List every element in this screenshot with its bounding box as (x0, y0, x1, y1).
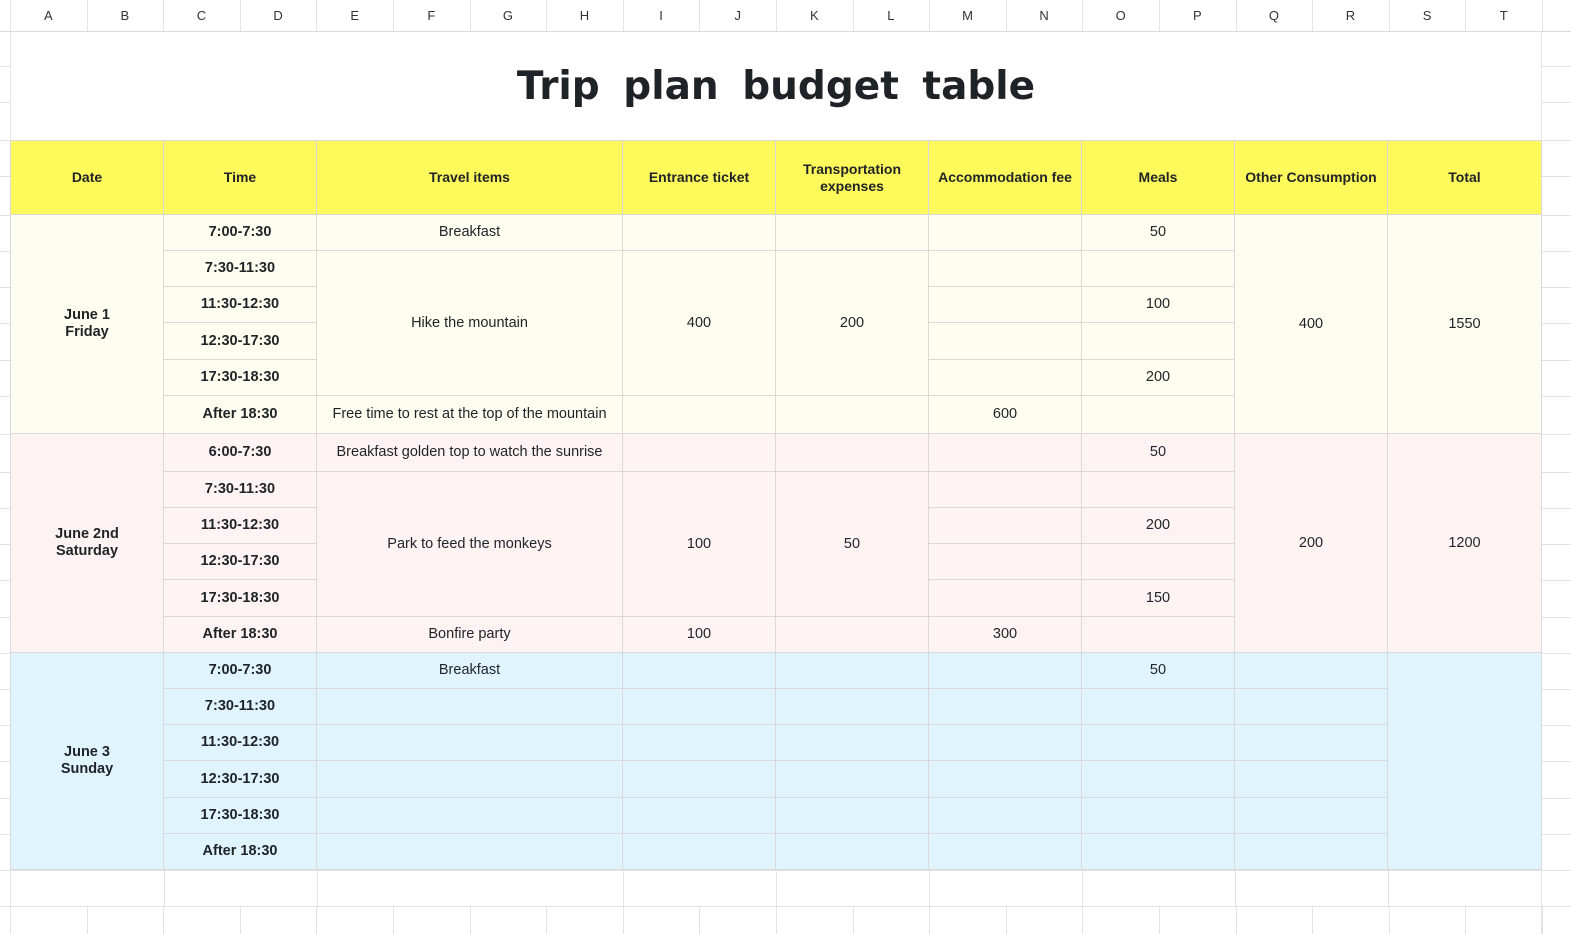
day3-accommodation-5[interactable] (929, 798, 1082, 834)
grid-line (0, 725, 10, 726)
day1-date[interactable]: June 1 Friday (10, 215, 164, 434)
grid-line (0, 287, 10, 288)
day2-travel-main[interactable]: Park to feed the monkeys (317, 472, 623, 617)
day1-accommodation-4[interactable] (929, 323, 1082, 360)
day1-meals-3[interactable]: 100 (1082, 287, 1235, 323)
grid-line (1312, 906, 1313, 934)
day1-other[interactable]: 400 (1235, 215, 1388, 434)
day1-transport-first[interactable] (776, 215, 929, 251)
day1-meals-6[interactable] (1082, 396, 1235, 434)
grid-line (1082, 906, 1083, 934)
day2-accommodation-5[interactable] (929, 580, 1082, 617)
day1-transport-main[interactable]: 200 (776, 251, 929, 396)
day2-transport-main[interactable]: 50 (776, 472, 929, 617)
grid-line (1542, 906, 1543, 934)
day3-time-5[interactable]: 17:30-18:30 (164, 798, 317, 834)
column-header-q[interactable]: Q (1268, 8, 1279, 23)
grid-line (1542, 434, 1571, 435)
day1-accommodation-6[interactable]: 600 (929, 396, 1082, 434)
day3-other-6[interactable] (1235, 834, 1388, 870)
day3-other-2[interactable] (1235, 689, 1388, 725)
grid-line (0, 798, 10, 799)
day2-time-4[interactable]: 12:30-17:30 (164, 544, 317, 580)
grid-line (1236, 0, 1237, 31)
grid-line (546, 0, 547, 31)
day2-time-1[interactable]: 6:00-7:30 (164, 434, 317, 472)
grid-line (0, 653, 10, 654)
day3-transport-6[interactable] (776, 834, 929, 870)
grid-line (1542, 508, 1571, 509)
day3-other-4[interactable] (1235, 761, 1388, 798)
grid-line (1542, 251, 1571, 252)
grid-line (393, 906, 394, 934)
grid-line (1006, 906, 1007, 934)
day3-meals-4[interactable] (1082, 761, 1235, 798)
grid-line (1006, 0, 1007, 31)
day3-meals-3[interactable] (1082, 725, 1235, 761)
grid-line (164, 870, 165, 906)
grid-line (1465, 906, 1466, 934)
day1-time-1[interactable]: 7:00-7:30 (164, 215, 317, 251)
grid-line (1389, 0, 1390, 31)
grid-line (1542, 396, 1571, 397)
grid-line (1542, 689, 1571, 690)
day1-transport-last[interactable] (776, 396, 929, 434)
grid-line (0, 689, 10, 690)
column-header-f[interactable]: F (427, 8, 436, 23)
grid-line (1542, 66, 1571, 67)
grid-line (10, 0, 11, 31)
grid-line (0, 906, 1571, 907)
grid-line (1082, 0, 1083, 31)
grid-line (1312, 0, 1313, 31)
grid-line (0, 508, 10, 509)
grid-line (1082, 870, 1083, 906)
day3-time-3[interactable]: 11:30-12:30 (164, 725, 317, 761)
day1-entrance-main[interactable]: 400 (623, 251, 776, 396)
day3-total[interactable] (1388, 653, 1542, 870)
column-header-c[interactable]: C (196, 8, 207, 23)
grid-line (1159, 906, 1160, 934)
grid-line (699, 0, 700, 31)
day1-total[interactable]: 1550 (1388, 215, 1542, 434)
day3-travel-5[interactable] (317, 798, 623, 834)
column-header-o[interactable]: O (1115, 8, 1126, 23)
day2-transport-last[interactable] (776, 617, 929, 653)
day1-travel-main[interactable]: Hike the mountain (317, 251, 623, 396)
day1-entrance-first[interactable] (623, 215, 776, 251)
column-header-h[interactable]: H (579, 8, 590, 23)
day1-time-6[interactable]: After 18:30 (164, 396, 317, 434)
day3-time-6[interactable]: After 18:30 (164, 834, 317, 870)
column-header-t[interactable]: T (1499, 8, 1508, 23)
grid-line (87, 0, 88, 31)
day3-entrance-1[interactable] (623, 653, 776, 689)
day3-accommodation-4[interactable] (929, 761, 1082, 798)
grid-line (1542, 580, 1571, 581)
column-header-j[interactable]: J (734, 8, 741, 23)
grid-line (1542, 834, 1571, 835)
grid-line (316, 0, 317, 31)
grid-line (929, 0, 930, 31)
grid-line (317, 870, 318, 906)
day2-entrance-main[interactable]: 100 (623, 472, 776, 617)
day3-accommodation-6[interactable] (929, 834, 1082, 870)
day3-time-4[interactable]: 12:30-17:30 (164, 761, 317, 798)
grid-line (163, 906, 164, 934)
column-header-s[interactable]: S (1422, 8, 1432, 23)
grid-line (1542, 653, 1571, 654)
grid-line (776, 870, 777, 906)
day3-entrance-6[interactable] (623, 834, 776, 870)
grid-line (776, 906, 777, 934)
day2-transport-first[interactable] (776, 434, 929, 472)
day2-entrance-last[interactable]: 100 (623, 617, 776, 653)
day3-entrance-4[interactable] (623, 761, 776, 798)
day2-accommodation-6[interactable]: 300 (929, 617, 1082, 653)
day3-time-2[interactable]: 7:30-11:30 (164, 689, 317, 725)
day3-meals-2[interactable] (1082, 689, 1235, 725)
header-total[interactable]: Total (1388, 140, 1542, 215)
day1-meals-1[interactable]: 50 (1082, 215, 1235, 251)
day3-other-3[interactable] (1235, 725, 1388, 761)
grid-line (1542, 617, 1571, 618)
day3-date[interactable]: June 3 Sunday (10, 653, 164, 870)
grid-line (240, 0, 241, 31)
column-header-r[interactable]: R (1345, 8, 1356, 23)
day3-time-1[interactable]: 7:00-7:30 (164, 653, 317, 689)
day2-meals-5[interactable]: 150 (1082, 580, 1235, 617)
day3-accommodation-1[interactable] (929, 653, 1082, 689)
grid-line (1465, 0, 1466, 31)
day2-accommodation-4[interactable] (929, 544, 1082, 580)
grid-line (929, 906, 930, 934)
grid-line (1542, 140, 1571, 141)
day3-meals-5[interactable] (1082, 798, 1235, 834)
grid-line (0, 360, 10, 361)
column-header-p[interactable]: P (1192, 8, 1202, 23)
column-header-m[interactable]: M (962, 8, 973, 23)
header-date[interactable]: Date (10, 140, 164, 215)
column-header-l[interactable]: L (887, 8, 895, 23)
grid-line (0, 434, 10, 435)
day3-travel-4[interactable] (317, 761, 623, 798)
column-header-n[interactable]: N (1039, 8, 1049, 23)
grid-line (163, 0, 164, 31)
day3-entrance-2[interactable] (623, 689, 776, 725)
grid-line (0, 396, 10, 397)
day3-transport-1[interactable] (776, 653, 929, 689)
day1-entrance-last[interactable] (623, 396, 776, 434)
day2-meals-2[interactable] (1082, 472, 1235, 508)
day2-accommodation-3[interactable] (929, 508, 1082, 544)
grid-line (240, 906, 241, 934)
column-header-i[interactable]: I (659, 8, 663, 23)
grid-line (623, 906, 624, 934)
grid-line (1389, 906, 1390, 934)
grid-line (393, 0, 394, 31)
day2-accommodation-2[interactable] (929, 472, 1082, 508)
grid-line (1542, 0, 1543, 31)
grid-line (1236, 906, 1237, 934)
day2-travel-last[interactable]: Bonfire party (317, 617, 623, 653)
grid-line (0, 544, 10, 545)
grid-line (0, 580, 10, 581)
day3-travel-6[interactable] (317, 834, 623, 870)
grid-line (929, 870, 930, 906)
day3-transport-4[interactable] (776, 761, 929, 798)
grid-line (1542, 215, 1571, 216)
day1-time-2[interactable]: 7:30-11:30 (164, 251, 317, 287)
grid-line (1542, 798, 1571, 799)
grid-line (0, 176, 10, 177)
grid-line (0, 215, 10, 216)
column-header-b[interactable]: B (120, 8, 130, 23)
day3-other-5[interactable] (1235, 798, 1388, 834)
sheet-title: Trip plan budget table (516, 63, 1036, 109)
grid-line (1159, 0, 1160, 31)
column-header-g[interactable]: G (502, 8, 513, 23)
day2-meals-1[interactable]: 50 (1082, 434, 1235, 472)
header-meals[interactable]: Meals (1082, 140, 1235, 215)
day3-travel-3[interactable] (317, 725, 623, 761)
day3-transport-5[interactable] (776, 798, 929, 834)
grid-line (853, 906, 854, 934)
day3-transport-2[interactable] (776, 689, 929, 725)
day3-meals-1[interactable]: 50 (1082, 653, 1235, 689)
grid-line (0, 251, 10, 252)
day2-entrance-first[interactable] (623, 434, 776, 472)
day1-meals-5[interactable]: 200 (1082, 360, 1235, 396)
day3-accommodation-3[interactable] (929, 725, 1082, 761)
day1-time-5[interactable]: 17:30-18:30 (164, 360, 317, 396)
header-other-consumption[interactable]: Other Consumption (1235, 140, 1388, 215)
grid-line (1388, 870, 1389, 906)
header-transportation-expenses[interactable]: Transportation expenses (776, 140, 929, 215)
grid-line (0, 617, 10, 618)
day3-entrance-3[interactable] (623, 725, 776, 761)
day2-accommodation-1[interactable] (929, 434, 1082, 472)
day1-accommodation-2[interactable] (929, 251, 1082, 287)
day2-meals-3[interactable]: 200 (1082, 508, 1235, 544)
grid-line (1542, 761, 1571, 762)
grid-line (1542, 544, 1571, 545)
grid-line (623, 0, 624, 31)
day2-other[interactable]: 200 (1235, 434, 1388, 653)
grid-line (0, 870, 1571, 871)
grid-line (623, 870, 624, 906)
grid-line (0, 66, 10, 67)
day2-time-6[interactable]: After 18:30 (164, 617, 317, 653)
day1-meals-2[interactable] (1082, 251, 1235, 287)
column-header-e[interactable]: E (350, 8, 360, 23)
day1-meals-4[interactable] (1082, 323, 1235, 360)
grid-line (1542, 725, 1571, 726)
day1-accommodation-3[interactable] (929, 287, 1082, 323)
column-header-a[interactable]: A (43, 8, 53, 23)
day1-accommodation-5[interactable] (929, 360, 1082, 396)
column-header-d[interactable]: D (273, 8, 283, 23)
day1-time-3[interactable]: 11:30-12:30 (164, 287, 317, 323)
grid-line (1542, 472, 1571, 473)
day3-travel-2[interactable] (317, 689, 623, 725)
day3-other-1[interactable] (1235, 653, 1388, 689)
day2-meals-4[interactable] (1082, 544, 1235, 580)
header-travel-items[interactable]: Travel items (317, 140, 623, 215)
header-time[interactable]: Time (164, 140, 317, 215)
day2-date[interactable]: June 2nd Saturday (10, 434, 164, 653)
day1-travel-last[interactable]: Free time to rest at the top of the mountain (317, 396, 623, 434)
grid-line (0, 102, 10, 103)
header-accommodation-fee[interactable]: Accommodation fee (929, 140, 1082, 215)
grid-line (0, 834, 10, 835)
grid-line (470, 0, 471, 31)
day2-total[interactable]: 1200 (1388, 434, 1542, 653)
day3-travel-1[interactable]: Breakfast (317, 653, 623, 689)
grid-line (699, 906, 700, 934)
grid-line (0, 472, 10, 473)
day1-accommodation-1[interactable] (929, 215, 1082, 251)
day1-travel-first[interactable]: Breakfast (317, 215, 623, 251)
grid-line (0, 761, 10, 762)
day3-accommodation-2[interactable] (929, 689, 1082, 725)
grid-line (1542, 287, 1571, 288)
day2-time-5[interactable]: 17:30-18:30 (164, 580, 317, 617)
column-header-k[interactable]: K (809, 8, 819, 23)
grid-line (776, 0, 777, 31)
day2-time-3[interactable]: 11:30-12:30 (164, 508, 317, 544)
grid-line (1542, 360, 1571, 361)
day3-transport-3[interactable] (776, 725, 929, 761)
grid-line (1235, 870, 1236, 906)
header-entrance-ticket[interactable]: Entrance ticket (623, 140, 776, 215)
grid-line (1542, 102, 1571, 103)
column-header-bar (0, 0, 1571, 31)
grid-line (316, 906, 317, 934)
day2-time-2[interactable]: 7:30-11:30 (164, 472, 317, 508)
grid-line (1542, 176, 1571, 177)
grid-line (0, 140, 10, 141)
day3-meals-6[interactable] (1082, 834, 1235, 870)
day3-entrance-5[interactable] (623, 798, 776, 834)
day1-time-4[interactable]: 12:30-17:30 (164, 323, 317, 360)
grid-line (853, 0, 854, 31)
grid-line (1542, 323, 1571, 324)
grid-line (470, 906, 471, 934)
grid-line (0, 323, 10, 324)
grid-line (546, 906, 547, 934)
grid-line (87, 906, 88, 934)
day2-meals-6[interactable] (1082, 617, 1235, 653)
day2-travel-first[interactable]: Breakfast golden top to watch the sunrise (317, 434, 623, 472)
